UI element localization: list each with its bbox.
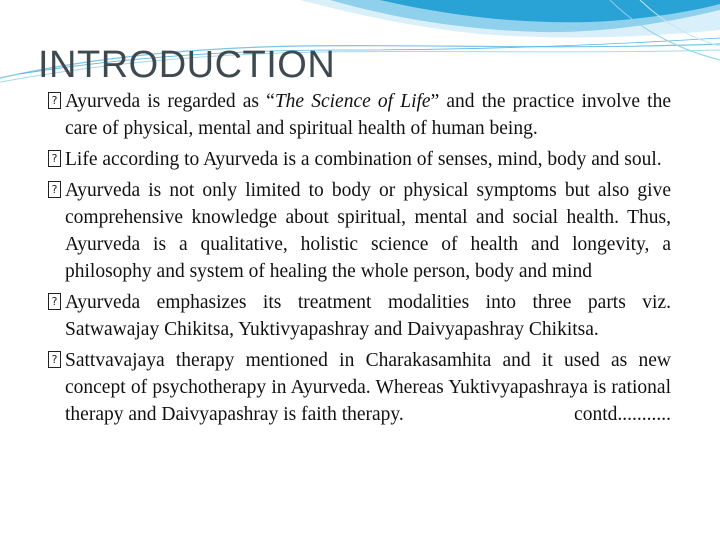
bullet-box-icon: ? xyxy=(48,351,61,368)
bullet-text: Sattvavajaya therapy mentioned in Charakasamhita and it used as new concept of psychotherapy in Ayurveda. Whereas Yuktivyapashraya is rational therapy and Daivyapashray is faith therapy. xyxy=(65,350,671,425)
continued-label: contd........... xyxy=(574,404,671,425)
bullet-item xyxy=(48,177,671,285)
bullet-text-italic: The Science of Life xyxy=(274,91,431,112)
bullet-item xyxy=(48,347,671,428)
bullet-text-pre: Ayurveda is regarded as “ xyxy=(65,91,275,112)
bullet-box-icon: ? xyxy=(48,181,61,198)
bullet-list xyxy=(48,88,671,432)
bullet-text: Life according to Ayurveda is a combination of senses, mind, body and soul. xyxy=(65,149,662,170)
bullet-text: Ayurveda emphasizes its treatment modalities into three parts viz. Satwawajay Chikitsa, Yuktivyapashray and Daivyapashray Chikitsa. xyxy=(65,292,671,340)
slide-title: INTRODUCTION xyxy=(38,44,336,86)
bullet-box-icon: ? xyxy=(48,150,61,167)
bullet-box-icon: ? xyxy=(48,293,61,310)
bullet-text-post: ” and the practice involve the care of physical, mental and spiritual health of human being. xyxy=(65,91,671,139)
bullet-text: Ayurveda is not only limited to body or physical symptoms but also give comprehensive knowledge about spiritual, mental and social health. Thus, Ayurveda is a qualitative, holistic science of health and longevity, a philosophy and system of healing the whole person, body and mind xyxy=(65,180,671,282)
bullet-item xyxy=(48,146,671,173)
bullet-box-icon: ? xyxy=(48,92,61,109)
bullet-item xyxy=(48,88,671,142)
bullet-item xyxy=(48,289,671,343)
